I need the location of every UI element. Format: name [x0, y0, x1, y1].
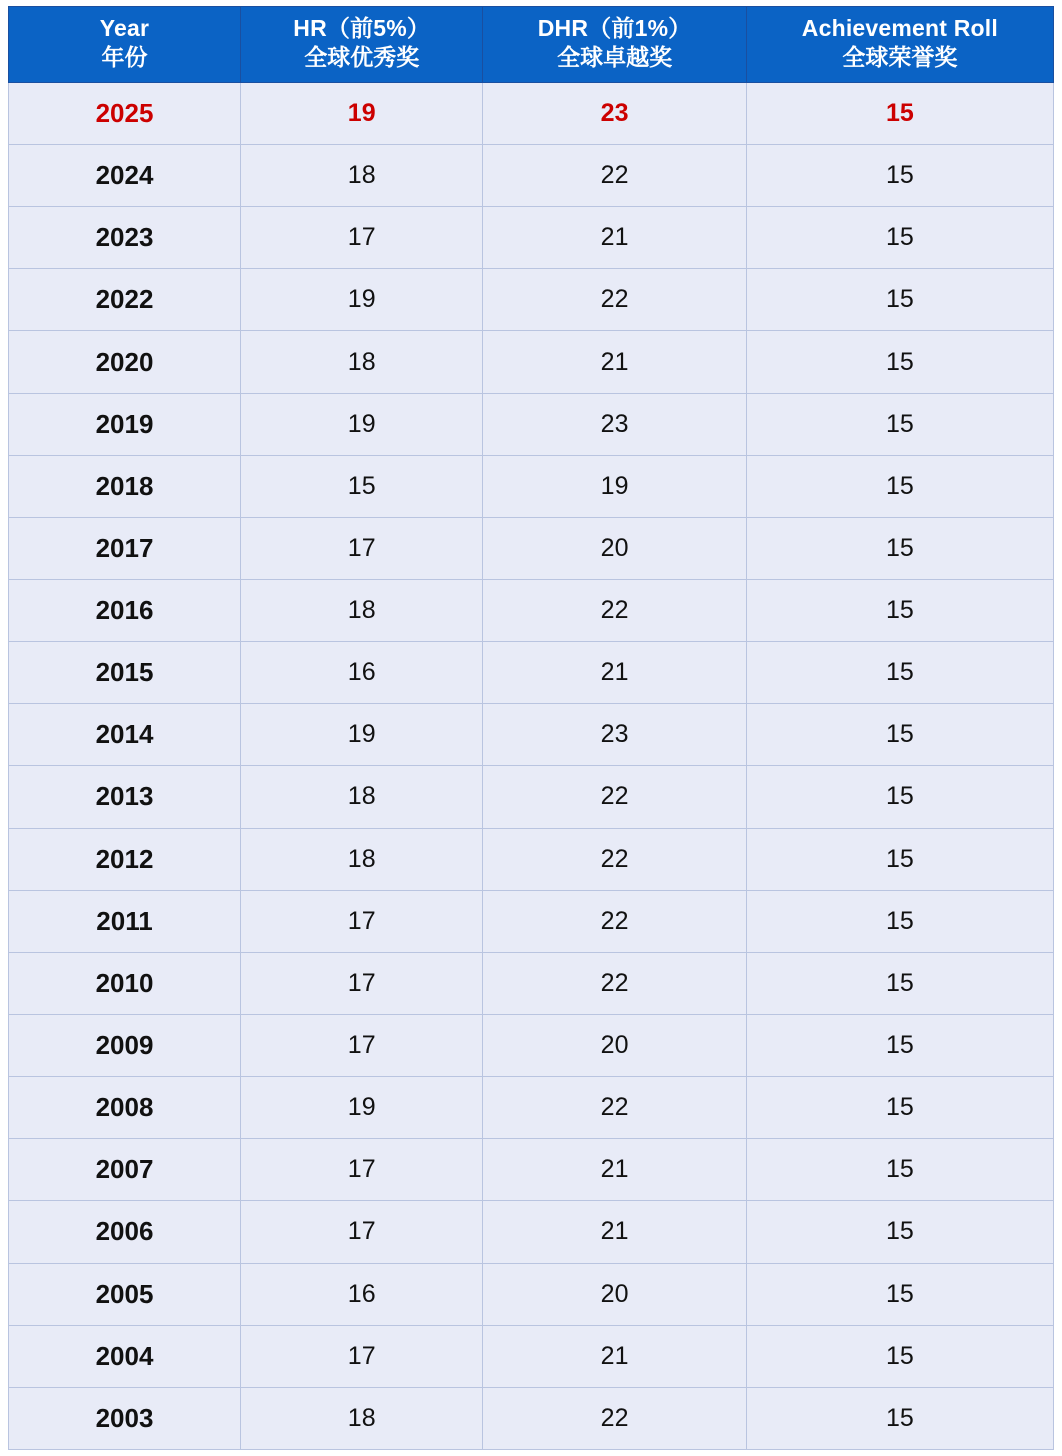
cell-hr: 17	[240, 1201, 482, 1263]
cell-year: 2010	[9, 952, 241, 1014]
column-header-hr-cn: 全球优秀奖	[304, 44, 420, 71]
cell-achievement-roll: 15	[746, 145, 1053, 207]
table-row	[9, 331, 1054, 393]
cell-year: 2007	[9, 1139, 241, 1201]
cell-year: 2015	[9, 642, 241, 704]
cell-dhr: 22	[483, 890, 746, 952]
table-row	[9, 890, 1054, 952]
cell-hr: 17	[240, 952, 482, 1014]
cell-achievement-roll: 15	[746, 890, 1053, 952]
table-row	[9, 642, 1054, 704]
cell-year: 2017	[9, 517, 241, 579]
cell-hr: 15	[240, 455, 482, 517]
cell-year: 2014	[9, 704, 241, 766]
table-row	[9, 517, 1054, 579]
cell-dhr: 20	[483, 517, 746, 579]
cell-hr: 19	[240, 704, 482, 766]
cell-year: 2022	[9, 269, 241, 331]
cell-achievement-roll: 15	[746, 82, 1053, 144]
cell-hr: 19	[240, 82, 482, 144]
table-row	[9, 1387, 1054, 1449]
cell-achievement-roll: 15	[746, 704, 1053, 766]
cell-achievement-roll: 15	[746, 1077, 1053, 1139]
cell-achievement-roll: 15	[746, 393, 1053, 455]
cell-year: 2009	[9, 1014, 241, 1076]
cell-dhr: 21	[483, 331, 746, 393]
cell-hr: 18	[240, 145, 482, 207]
cell-hr: 18	[240, 828, 482, 890]
cell-hr: 18	[240, 580, 482, 642]
cell-year: 2016	[9, 580, 241, 642]
column-header-achievement-roll-cn: 全球荣誉奖	[842, 44, 958, 71]
cell-hr: 18	[240, 1387, 482, 1449]
cell-year: 2018	[9, 455, 241, 517]
table-row	[9, 580, 1054, 642]
cell-hr: 17	[240, 1139, 482, 1201]
cell-hr: 18	[240, 331, 482, 393]
table-row	[9, 1325, 1054, 1387]
table-body	[9, 82, 1054, 1449]
cell-dhr: 22	[483, 269, 746, 331]
cell-achievement-roll: 15	[746, 642, 1053, 704]
cell-achievement-roll: 15	[746, 1387, 1053, 1449]
table-row	[9, 1201, 1054, 1263]
cell-year: 2020	[9, 331, 241, 393]
cell-achievement-roll: 15	[746, 952, 1053, 1014]
cell-dhr: 23	[483, 704, 746, 766]
column-header-achievement-roll-en: Achievement Roll	[801, 15, 998, 41]
cell-achievement-roll: 15	[746, 1014, 1053, 1076]
table-row	[9, 766, 1054, 828]
cell-dhr: 23	[483, 82, 746, 144]
cell-hr: 17	[240, 517, 482, 579]
column-header-hr	[240, 7, 482, 83]
cell-year: 2019	[9, 393, 241, 455]
cell-year: 2023	[9, 207, 241, 269]
cell-achievement-roll: 15	[746, 828, 1053, 890]
cell-dhr: 22	[483, 828, 746, 890]
cell-achievement-roll: 15	[746, 1263, 1053, 1325]
column-header-year-en: Year	[99, 15, 150, 41]
cell-achievement-roll: 15	[746, 331, 1053, 393]
table-row	[9, 828, 1054, 890]
cell-year: 2006	[9, 1201, 241, 1263]
award-score-table	[8, 6, 1054, 1450]
cell-hr: 16	[240, 1263, 482, 1325]
cell-dhr: 22	[483, 766, 746, 828]
cell-dhr: 22	[483, 952, 746, 1014]
column-header-achievement-roll	[746, 7, 1053, 83]
cell-dhr: 22	[483, 145, 746, 207]
cell-year: 2008	[9, 1077, 241, 1139]
cell-dhr: 21	[483, 1201, 746, 1263]
column-header-year-cn: 年份	[101, 44, 148, 71]
cell-dhr: 22	[483, 1387, 746, 1449]
cell-hr: 18	[240, 766, 482, 828]
cell-year: 2024	[9, 145, 241, 207]
table-row	[9, 1263, 1054, 1325]
cell-dhr: 21	[483, 642, 746, 704]
table-row	[9, 145, 1054, 207]
cell-hr: 17	[240, 1325, 482, 1387]
cell-achievement-roll: 15	[746, 1201, 1053, 1263]
column-header-hr-en: HR（前5%）	[293, 15, 431, 41]
cell-year: 2004	[9, 1325, 241, 1387]
cell-achievement-roll: 15	[746, 207, 1053, 269]
table-row	[9, 269, 1054, 331]
cell-dhr: 22	[483, 580, 746, 642]
table-row	[9, 455, 1054, 517]
cell-year: 2012	[9, 828, 241, 890]
table-row	[9, 393, 1054, 455]
table-header-row	[9, 7, 1054, 83]
table-row	[9, 1077, 1054, 1139]
cell-hr: 16	[240, 642, 482, 704]
column-header-dhr-cn: 全球卓越奖	[557, 44, 673, 71]
cell-year: 2005	[9, 1263, 241, 1325]
cell-year: 2011	[9, 890, 241, 952]
cell-achievement-roll: 15	[746, 766, 1053, 828]
table-row	[9, 952, 1054, 1014]
cell-year: 2003	[9, 1387, 241, 1449]
cell-hr: 17	[240, 890, 482, 952]
cell-hr: 19	[240, 1077, 482, 1139]
cell-dhr: 23	[483, 393, 746, 455]
cell-dhr: 20	[483, 1014, 746, 1076]
cell-hr: 19	[240, 269, 482, 331]
cell-hr: 17	[240, 207, 482, 269]
column-header-dhr	[483, 7, 746, 83]
cell-hr: 19	[240, 393, 482, 455]
cell-year: 2013	[9, 766, 241, 828]
cell-hr: 17	[240, 1014, 482, 1076]
table-row	[9, 704, 1054, 766]
cell-achievement-roll: 15	[746, 269, 1053, 331]
cell-dhr: 21	[483, 1139, 746, 1201]
table-row	[9, 1014, 1054, 1076]
table-row	[9, 82, 1054, 144]
cell-achievement-roll: 15	[746, 580, 1053, 642]
cell-achievement-roll: 15	[746, 1325, 1053, 1387]
cell-achievement-roll: 15	[746, 1139, 1053, 1201]
cell-dhr: 20	[483, 1263, 746, 1325]
column-header-year	[9, 7, 241, 83]
cell-dhr: 19	[483, 455, 746, 517]
table-header	[9, 7, 1054, 83]
column-header-dhr-en: DHR（前1%）	[537, 15, 692, 41]
cell-dhr: 21	[483, 1325, 746, 1387]
cell-achievement-roll: 15	[746, 455, 1053, 517]
table-row	[9, 1139, 1054, 1201]
cell-dhr: 21	[483, 207, 746, 269]
cell-year: 2025	[9, 82, 241, 144]
cell-dhr: 22	[483, 1077, 746, 1139]
table-row	[9, 207, 1054, 269]
cell-achievement-roll: 15	[746, 517, 1053, 579]
